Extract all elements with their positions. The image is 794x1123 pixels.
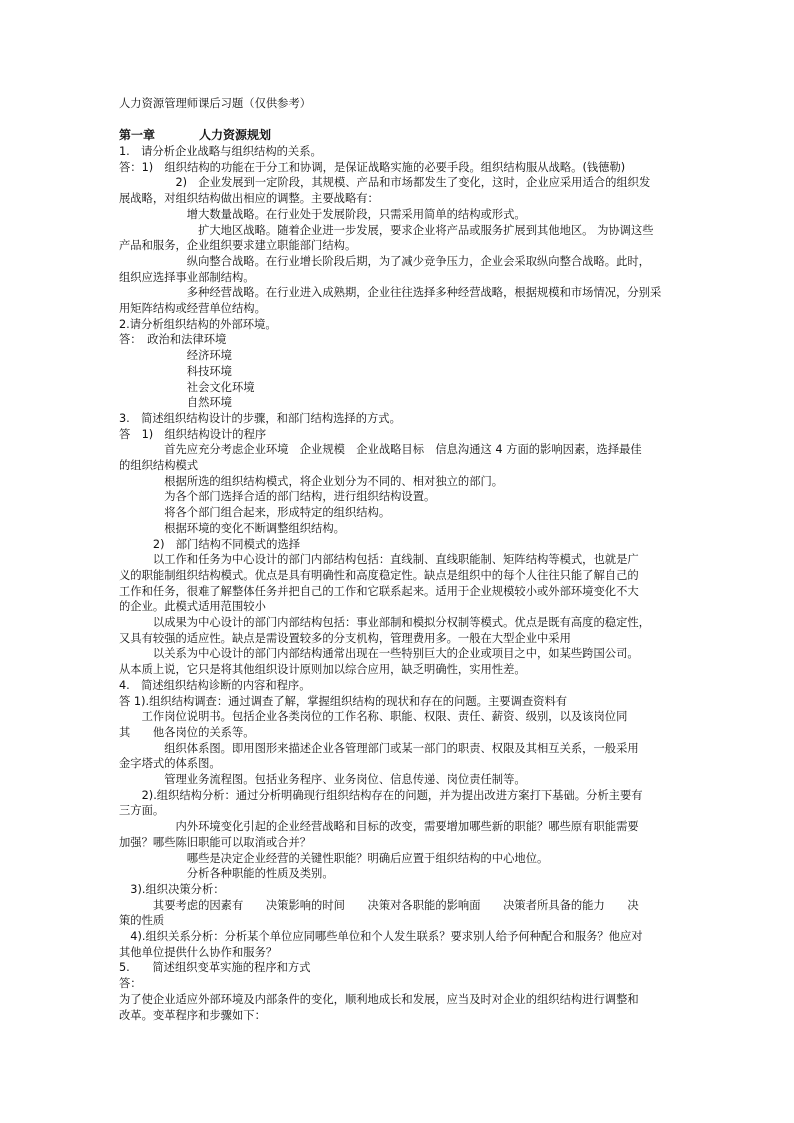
text-line: 经济环境 — [119, 349, 232, 363]
text-line: 分析各种职能的性质及类别。 — [119, 867, 334, 881]
text-line: 根据所选的组织结构模式，将企业划分为不同的、相对独立的部门。 — [119, 474, 504, 488]
text-line: 产品和服务，企业组织要求建立职能部门结构。 — [119, 239, 357, 253]
text-line: 2) 部门结构不同模式的选择 — [119, 537, 301, 551]
text-line: 2.请分析组织结构的外部环境。 — [119, 317, 277, 331]
text-line: 5. 简述组织变革实施的程序和方式 — [119, 961, 311, 975]
text-line: 2) 企业发展到一定阶段，其规模、产品和市场都发生了变化，这时，企业应采用适合的组织发 — [119, 176, 651, 190]
text-line: 科技环境 — [119, 364, 232, 378]
text-line: 社会文化环境 — [119, 380, 255, 394]
text-line: 展战略，对组织结构做出相应的调整。主要战略有： — [119, 192, 379, 206]
chapter-title: 人力资源规划 — [199, 128, 272, 142]
text-line: 首先应充分考虑企业环境 企业规模 企业战略目标 信息沟通这 4 方面的影响因素，选择最佳 — [119, 443, 642, 457]
text-line: 改革。变革程序和步骤如下： — [119, 1008, 266, 1022]
text-line: 策的性质 — [119, 914, 165, 928]
text-line: 组织体系图。即用图形来描述企业各管理部门或某一部门的职责、权限及其相互关系，一般采用 — [119, 741, 639, 755]
text-line: 自然环境 — [119, 396, 232, 410]
text-line: 3. 简述组织结构设计的步骤，和部门结构选择的方式。 — [119, 411, 401, 425]
text-line: 工作和任务，很难了解整体任务并把自己的工作和它联系起来。适用于企业规模较小或外部环境变化不大 — [119, 584, 639, 598]
text-line: 金字塔式的体系图。 — [119, 757, 221, 771]
text-line: 组织应选择事业部制结构。 — [119, 270, 255, 284]
text-line: 3).组织决策分析： — [119, 882, 225, 896]
text-line: 答： — [119, 977, 142, 991]
chapter-number: 第一章 — [119, 128, 156, 142]
text-line: 4. 简述组织结构诊断的内容和程序。 — [119, 678, 311, 692]
text-line: 用矩阵结构或经营单位结构。 — [119, 302, 266, 315]
text-line: 内外环境变化引起的企业经营战略和目标的改变，需要增加哪些新的职能？哪些原有职能需要 — [119, 820, 639, 834]
text-line: 的企业。此模式适用范围较小 — [119, 600, 266, 614]
text-line: 加强？哪些陈旧职能可以取消或合并？ — [119, 835, 312, 849]
text-line: 增大数量战略。在行业处于发展阶段，只需采用简单的结构或形式。 — [119, 207, 526, 221]
text-line: 2).组织结构分析：通过分析明确现行组织结构存在的问题，并为提出改进方案打下基础。分析主要有 — [119, 788, 643, 802]
text-line: 其 他各岗位的关系等。 — [119, 725, 255, 739]
text-line: 根据环境的变化不断调整组织结构。 — [119, 521, 345, 535]
text-line: 以关系为中心设计的部门内部结构通常出现在一些特别巨大的企业或项目之中，如某些跨国公司。 — [119, 647, 639, 661]
text-line: 以成果为中心设计的部门内部结构包括：事业部制和模拟分权制等模式。优点是既有高度的稳定性， — [119, 616, 650, 629]
text-line: 从本质上说，它只是将其他组织设计原则加以综合应用，缺乏明确性，实用性差。 — [119, 663, 526, 677]
text-line: 哪些是决定企业经营的关键性职能？明确后应置于组织结构的中心地位。 — [119, 851, 549, 865]
text-line: 多种经营战略。在行业进入成熟期，企业往往选择多种经营战略，根据规模和市场情况，分别采 — [119, 286, 662, 300]
text-line: 1. 请分析企业战略与组织结构的关系。 — [119, 145, 322, 158]
doc-title: 人力资源管理师课后习题（仅供参考） — [119, 97, 312, 110]
text-line: 答 1).组织结构调查：通过调查了解，掌握组织结构的现状和存在的问题。主要调查资料有 — [119, 694, 568, 708]
text-line: 以工作和任务为中心设计的部门内部结构包括：直线制、直线职能制、矩阵结构等模式，也就是广 — [119, 553, 639, 567]
text-line: 又具有较强的适应性。缺点是需设置较多的分支机构，管理费用多。一般在大型企业中采用 — [119, 631, 571, 645]
chapter-heading — [119, 128, 679, 143]
text-line: 其他单位提供什么协作和服务？ — [119, 945, 278, 959]
text-line: 答： 政治和法律环境 — [119, 333, 227, 347]
text-line: 为各个部门选择合适的部门结构，进行组织结构设置。 — [119, 490, 436, 504]
text-line: 将各个部门组合起来，形成特定的组织结构。 — [119, 506, 391, 520]
text-line: 工作岗位说明书。包括企业各类岗位的工作名称、职能、权限、责任、薪资、级别，以及该岗位同 — [119, 710, 628, 724]
text-line: 三方面。 — [119, 804, 165, 818]
text-line: 答：1) 组织结构的功能在于分工和协调，是保证战略实施的必要手段。组织结构服从战略。(钱德勒) — [119, 160, 626, 174]
text-line: 其要考虑的因素有 决策影响的时间 决策对各职能的影响面 决策者所具备的能力 决 — [119, 898, 639, 912]
text-line: 答 1) 组织结构设计的程序 — [119, 427, 267, 441]
text-line: 4).组织关系分析：分析某个单位应同哪些单位和个人发生联系？要求别人给予何种配合和服务？他应对 — [119, 930, 643, 943]
text-line: 为了使企业适应外部环境及内部条件的变化，顺利地成长和发展，应当及时对企业的组织结构进行调整和 — [119, 992, 639, 1006]
text-line: 的组织结构模式 — [119, 459, 199, 472]
text-line: 管理业务流程图。包括业务程序、业务岗位、信息传递、岗位责任制等。 — [119, 773, 526, 786]
text-line: 扩大地区战略。随着企业进一步发展，要求企业将产品或服务扩展到其他地区。 为协调这些 — [119, 223, 654, 237]
text-line: 纵向整合战略。在行业增长阶段后期，为了减少竞争压力，企业会采取纵向整合战略。此时， — [119, 254, 650, 268]
text-line: 义的职能制组织结构模式。优点是具有明确性和高度稳定性。缺点是组织中的每个人往往只能了解自己的 — [119, 568, 639, 582]
